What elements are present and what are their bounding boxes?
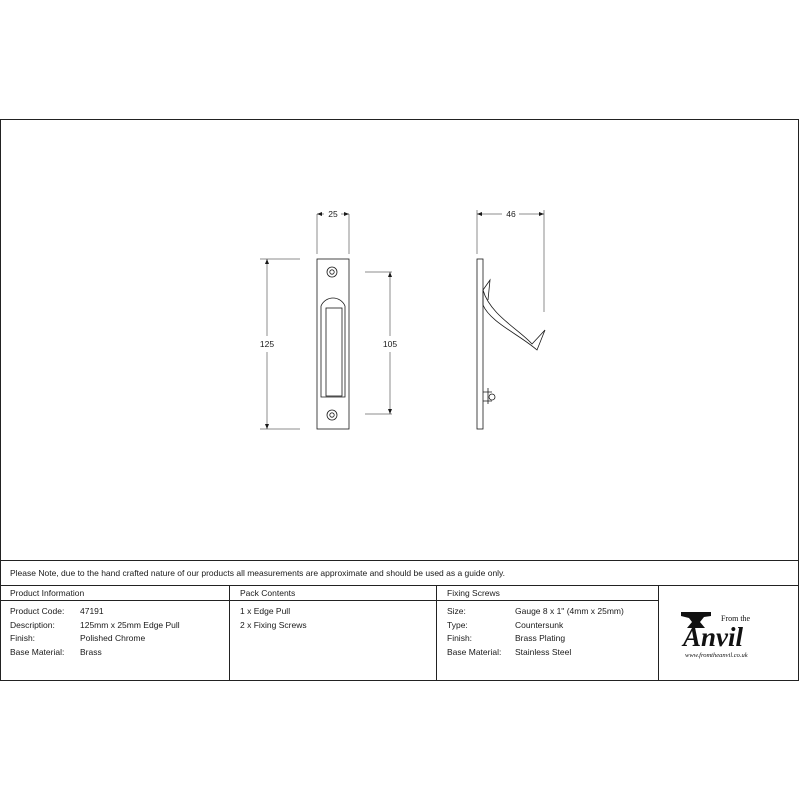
dim-front-width: 25 xyxy=(328,209,338,219)
side-hook xyxy=(483,290,545,350)
info-row: Description: 125mm x 25mm Edge Pull xyxy=(10,619,180,630)
measurement-note: Please Note, due to the hand crafted nature of our products all measurements are approximate and should be used as a guide only. xyxy=(0,560,799,586)
info-row: Finish: Polished Chrome xyxy=(10,633,146,643)
dim-side-depth: 46 xyxy=(506,209,516,219)
pack-item: 2 x Fixing Screws xyxy=(240,619,307,630)
info-table xyxy=(0,586,799,681)
info-row: Product Code: 47191 xyxy=(10,606,104,616)
dim-front-inner-height: 105 xyxy=(382,339,398,349)
from-the-anvil-logo xyxy=(659,586,799,681)
logo-url: www.fromtheanvil.co.uk xyxy=(685,652,748,659)
product-information-column xyxy=(0,586,230,681)
pack-contents-heading: Pack Contents xyxy=(230,586,436,601)
side-screw xyxy=(483,388,492,404)
pack-item: 1 x Edge Pull xyxy=(240,606,291,616)
pack-contents-column xyxy=(230,586,437,681)
logo-from-the: From the xyxy=(721,614,751,623)
info-row: Base Material: Brass xyxy=(10,646,102,657)
front-plate xyxy=(317,259,349,429)
logo-column xyxy=(659,586,799,681)
logo-brand: Anvil xyxy=(683,622,744,652)
screw-row: Base Material: Stainless Steel xyxy=(447,646,572,657)
side-plate xyxy=(477,259,483,429)
screw-row: Finish: Brass Plating xyxy=(447,633,566,643)
screw-row: Size: Gauge 8 x 1" (4mm x 25mm) xyxy=(447,606,624,616)
dim-front-height: 125 xyxy=(259,339,275,349)
product-information-heading: Product Information xyxy=(0,586,229,601)
fixing-screws-column xyxy=(437,586,659,681)
fixing-screws-heading: Fixing Screws xyxy=(437,586,658,601)
screw-row: Type: Countersunk xyxy=(447,619,564,630)
